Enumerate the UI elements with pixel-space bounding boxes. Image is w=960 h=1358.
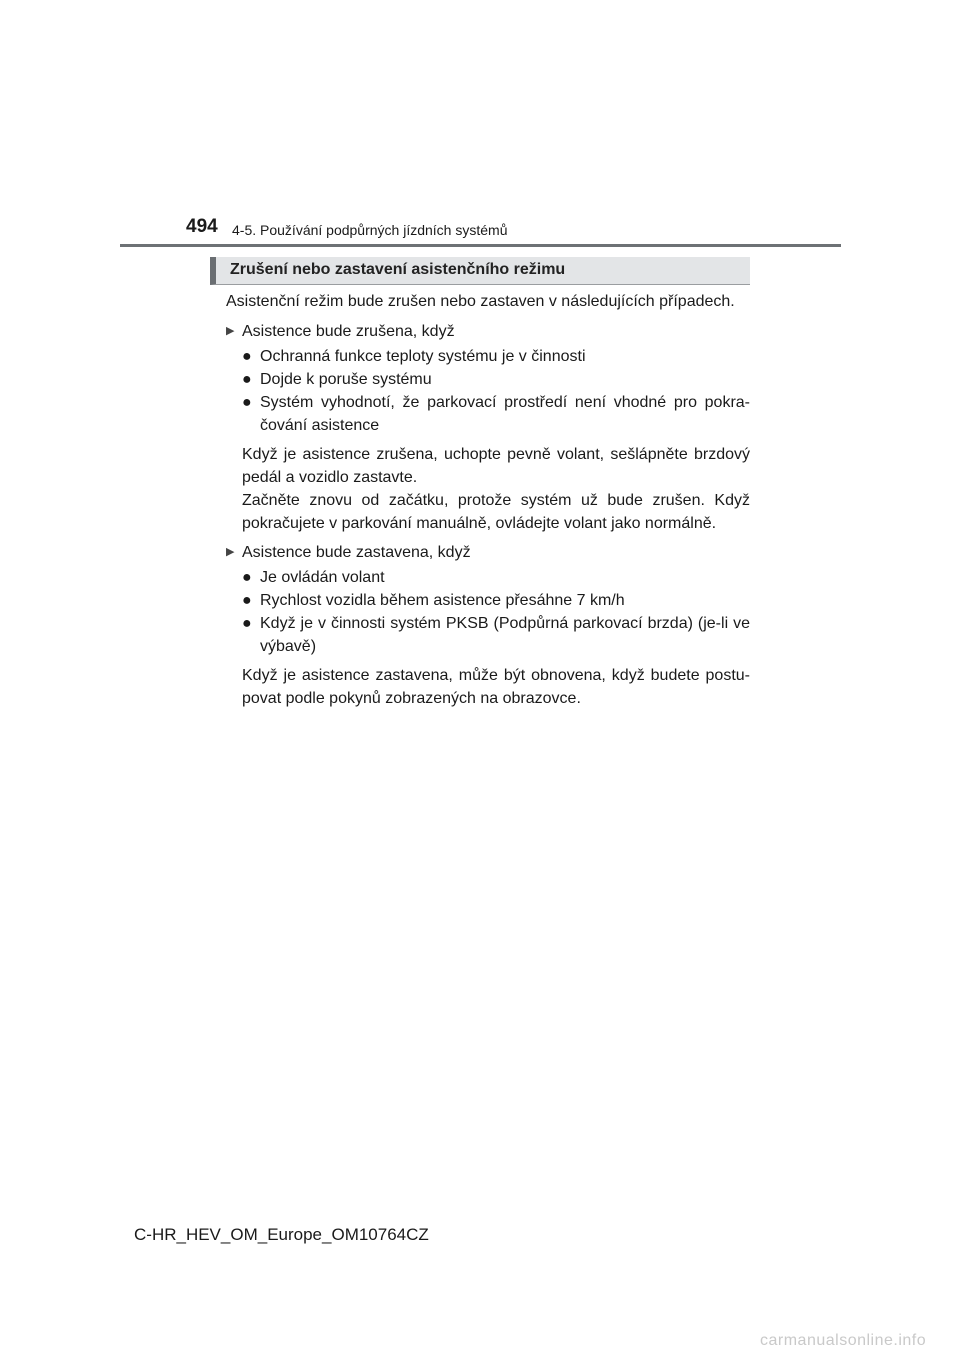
group-title-text: Asistence bude zrušena, když [242, 323, 455, 340]
group-stopped [226, 541, 750, 710]
section-heading-text: Zrušení nebo zastavení asistenčního režimu [230, 261, 566, 278]
note-line: Když je asistence zastavena, může být obnovena, když budete postu-povat podle pokynů zobrazených na obrazovce. [242, 667, 750, 707]
filled-circle-icon: ● [242, 394, 252, 411]
group-cancelled [226, 320, 750, 535]
filled-circle-icon: ● [242, 371, 252, 388]
list-item-text: Systém vyhodnotí, že parkovací prostředí není vhodné pro pokra-čování asistence [260, 394, 750, 434]
list-item-text: Ochranná funkce teploty systému je v činnosti [260, 348, 586, 365]
note-line: Začněte znovu od začátku, protože systém už bude zrušen. Když pokračujete v parkování manuálně, ovládejte volant jako normálně. [242, 492, 750, 532]
list-item-text: Dojde k poruše systému [260, 371, 432, 388]
note-line: Když je asistence zrušena, uchopte pevně volant, sešlápněte brzdový pedál a vozidlo zastavte. [242, 446, 750, 486]
list-item [226, 391, 750, 437]
intro-paragraph: Asistenční režim bude zrušen nebo zastaven v následujících případech. [226, 293, 735, 310]
group-title [226, 541, 750, 564]
list-item [226, 345, 750, 368]
triangle-right-icon: ▶ [226, 546, 235, 558]
note [226, 443, 750, 535]
filled-circle-icon: ● [242, 592, 252, 609]
list-item-text: Když je v činnosti systém PKSB (Podpůrná parkovací brzda) (je-li ve výbavě) [260, 615, 750, 655]
watermark: carmanualsonline.info [760, 1332, 927, 1349]
content [226, 290, 750, 716]
filled-circle-icon: ● [242, 615, 252, 632]
document-code: C-HR_HEV_OM_Europe_OM10764CZ [134, 1225, 429, 1244]
page-number: 494 [186, 216, 218, 237]
group-title-text: Asistence bude zastavena, když [242, 544, 471, 561]
group-title [226, 320, 750, 343]
list-item [226, 612, 750, 658]
section-heading [210, 257, 750, 285]
triangle-right-icon: ▶ [226, 325, 235, 337]
list-item-text: Rychlost vozidla během asistence přesáhne 7 km/h [260, 592, 625, 609]
header-rule [120, 244, 841, 247]
list-item [226, 589, 750, 612]
filled-circle-icon: ● [242, 569, 252, 586]
list-item [226, 368, 750, 391]
section-title: 4-5. Používání podpůrných jízdních systémů [232, 222, 508, 238]
list-item [226, 566, 750, 589]
filled-circle-icon: ● [242, 348, 252, 365]
note [226, 664, 750, 710]
list-item-text: Je ovládán volant [260, 569, 385, 586]
